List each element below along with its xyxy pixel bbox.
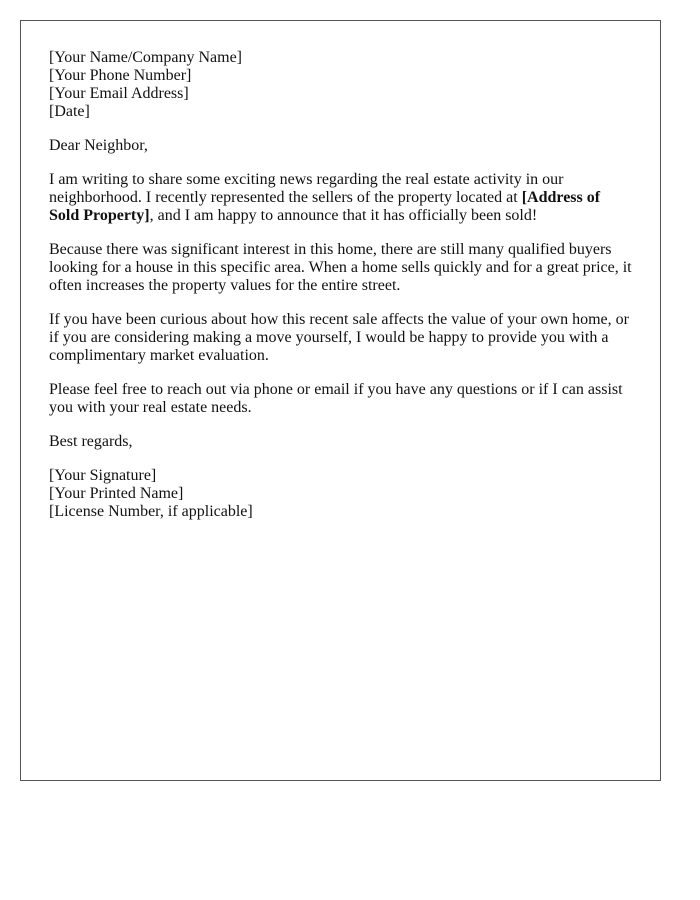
sender-name: [Your Name/Company Name] [49, 49, 243, 66]
salutation: Dear Neighbor, [49, 137, 148, 154]
signature: [Your Signature] [49, 467, 157, 484]
closing: Best regards, [49, 433, 133, 450]
sender-email: [Your Email Address] [49, 85, 189, 102]
signature-block [49, 467, 632, 521]
sold-address-placeholder: [Address of Sold Property] [49, 189, 601, 224]
sender-phone: [Your Phone Number] [49, 67, 192, 84]
letter-page [20, 20, 661, 781]
paragraph-3: If you have been curious about how this recent sale affects the value of your own home, or if you are considering making a move yourself, I would be happy to provide you with a complimentary market evaluation. [49, 311, 629, 364]
license-number: [License Number, if applicable] [49, 503, 253, 520]
paragraph-2: Because there was significant interest in this home, there are still many qualified buyers looking for a house in this specific area. When a home sells quickly and for a great price, it often increases the property values for the entire street. [49, 241, 632, 294]
sender-block [49, 49, 632, 121]
paragraph-4: Please feel free to reach out via phone or email if you have any questions or if I can assist you with your real estate needs. [49, 381, 623, 416]
letter-date: [Date] [49, 103, 90, 120]
paragraph-1-text: I am writing to share some exciting news regarding the real estate activity in our neighborhood. I recently represented the sellers of the property located at [49, 171, 564, 206]
paragraph-1-end: , and I am happy to announce that it has officially been sold! [149, 207, 538, 224]
paragraph-1 [49, 171, 632, 225]
printed-name: [Your Printed Name] [49, 485, 184, 502]
